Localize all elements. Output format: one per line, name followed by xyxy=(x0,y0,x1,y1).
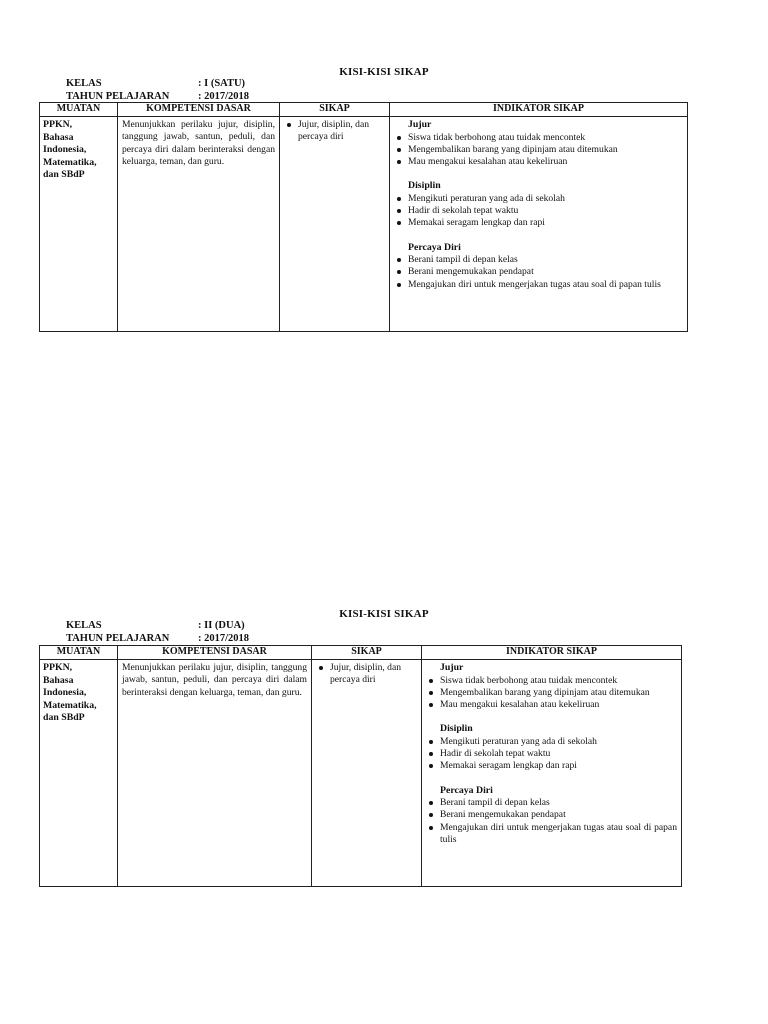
indikator-group-title: Percaya Diri xyxy=(440,784,493,796)
sikap-item: Jujur, disiplin, dan percaya diri xyxy=(284,119,385,144)
indikator-item: Mengikuti peraturan yang ada di sekolah xyxy=(426,736,677,748)
kompetensi-dasar-cell: Menunjukkan perilaku jujur, disiplin, tanggung jawab, santun, peduli, dan percaya diri dalam berinteraksi dengan keluarga, teman, dan guru. xyxy=(118,660,312,887)
sikap-cell xyxy=(280,117,390,332)
indikator-item: Mengajukan diri untuk mengerjakan tugas atau soal di papan tulis xyxy=(426,822,677,847)
header-sikap: SIKAP xyxy=(312,646,422,660)
indikator-item: Hadir di sekolah tepat waktu xyxy=(394,205,683,217)
sikap-cell xyxy=(312,660,422,887)
kelas-label: KELAS xyxy=(66,78,102,89)
indikator-item: Mengembalikan barang yang dipinjam atau ditemukan xyxy=(426,687,677,699)
kelas-value: : I (SATU) xyxy=(198,78,246,89)
indikator-group-title: Disiplin xyxy=(408,180,441,192)
muatan-line: Matematika, xyxy=(43,156,97,168)
indikator-item: Berani tampil di depan kelas xyxy=(426,797,677,809)
indikator-group-disiplin xyxy=(426,723,677,772)
indikator-item: Berani mengemukakan pendapat xyxy=(394,266,683,278)
header-kompetensi-dasar: KOMPETENSI DASAR xyxy=(118,103,280,117)
page-title: KISI-KISI SIKAP xyxy=(339,608,429,620)
muatan-cell xyxy=(40,117,118,332)
indikator-item: Mengembalikan barang yang dipinjam atau ditemukan xyxy=(394,144,683,156)
indikator-cell xyxy=(390,117,688,332)
tahun-value: : 2017/2018 xyxy=(198,91,250,102)
muatan-line: Bahasa xyxy=(43,131,74,143)
muatan-line: dan SBdP xyxy=(43,712,85,724)
indikator-group-title: Jujur xyxy=(440,662,464,673)
header-indikator-sikap: INDIKATOR SIKAP xyxy=(390,103,688,117)
indikator-item: Mau mengakui kesalahan atau kekeliruan xyxy=(394,156,683,168)
header-kompetensi-dasar: KOMPETENSI DASAR xyxy=(118,646,312,660)
kelas-label: KELAS xyxy=(66,620,102,631)
kelas-value: : II (DUA) xyxy=(198,620,245,631)
muatan-line: Indonesia, xyxy=(43,144,87,156)
muatan-line: PPKN, xyxy=(43,662,73,673)
muatan-line: PPKN, xyxy=(43,119,73,130)
indikator-group-title: Jujur xyxy=(408,119,432,130)
header-sikap: SIKAP xyxy=(280,103,390,117)
tahun-row xyxy=(66,633,249,644)
indikator-item: Mau mengakui kesalahan atau kekeliruan xyxy=(426,699,677,711)
muatan-line: dan SBdP xyxy=(43,169,85,181)
kisi-kisi-table xyxy=(39,102,688,332)
muatan-cell xyxy=(40,660,118,887)
page-title: KISI-KISI SIKAP xyxy=(339,66,429,78)
indikator-item: Hadir di sekolah tepat waktu xyxy=(426,748,677,760)
indikator-item: Memakai seragam lengkap dan rapi xyxy=(426,760,677,772)
header-muatan: MUATAN xyxy=(40,646,118,660)
indikator-group-percaya-diri xyxy=(394,242,683,291)
tahun-label: TAHUN PELAJARAN xyxy=(66,91,170,102)
indikator-group-title: Disiplin xyxy=(440,723,473,735)
indikator-item: Mengikuti peraturan yang ada di sekolah xyxy=(394,193,683,205)
indikator-item: Berani mengemukakan pendapat xyxy=(426,809,677,821)
indikator-group-disiplin xyxy=(394,180,683,229)
indikator-group-percaya-diri xyxy=(426,785,677,847)
header-indikator-sikap: INDIKATOR SIKAP xyxy=(422,646,682,660)
table-row xyxy=(40,660,682,887)
indikator-item: Mengajukan diri untuk mengerjakan tugas atau soal di papan tulis xyxy=(394,279,683,291)
table-header-row xyxy=(40,646,682,660)
header-muatan: MUATAN xyxy=(40,103,118,117)
tahun-row xyxy=(66,91,249,102)
tahun-label: TAHUN PELAJARAN xyxy=(66,633,170,644)
indikator-group-jujur xyxy=(394,119,683,168)
indikator-group-jujur xyxy=(426,662,677,711)
table-header-row xyxy=(40,103,688,117)
tahun-value: : 2017/2018 xyxy=(198,633,250,644)
indikator-group-title: Percaya Diri xyxy=(408,241,461,253)
sikap-item: Jujur, disiplin, dan percaya diri xyxy=(316,662,417,687)
muatan-line: Bahasa xyxy=(43,674,74,686)
muatan-line: Matematika, xyxy=(43,699,97,711)
muatan-line: Indonesia, xyxy=(43,687,87,699)
table-row xyxy=(40,117,688,332)
indikator-cell xyxy=(422,660,682,887)
indikator-item: Berani tampil di depan kelas xyxy=(394,254,683,266)
kelas-row xyxy=(66,620,245,631)
kompetensi-dasar-cell: Menunjukkan perilaku jujur, disiplin, tanggung jawab, santun, peduli, dan percaya diri dalam berinteraksi dengan keluarga, teman, dan guru. xyxy=(118,117,280,332)
indikator-item: Siswa tidak berbohong atau tuidak mencontek xyxy=(426,675,677,687)
indikator-item: Siswa tidak berbohong atau tuidak mencontek xyxy=(394,132,683,144)
kelas-row xyxy=(66,78,245,89)
indikator-item: Memakai seragam lengkap dan rapi xyxy=(394,217,683,229)
kisi-kisi-table xyxy=(39,645,682,887)
